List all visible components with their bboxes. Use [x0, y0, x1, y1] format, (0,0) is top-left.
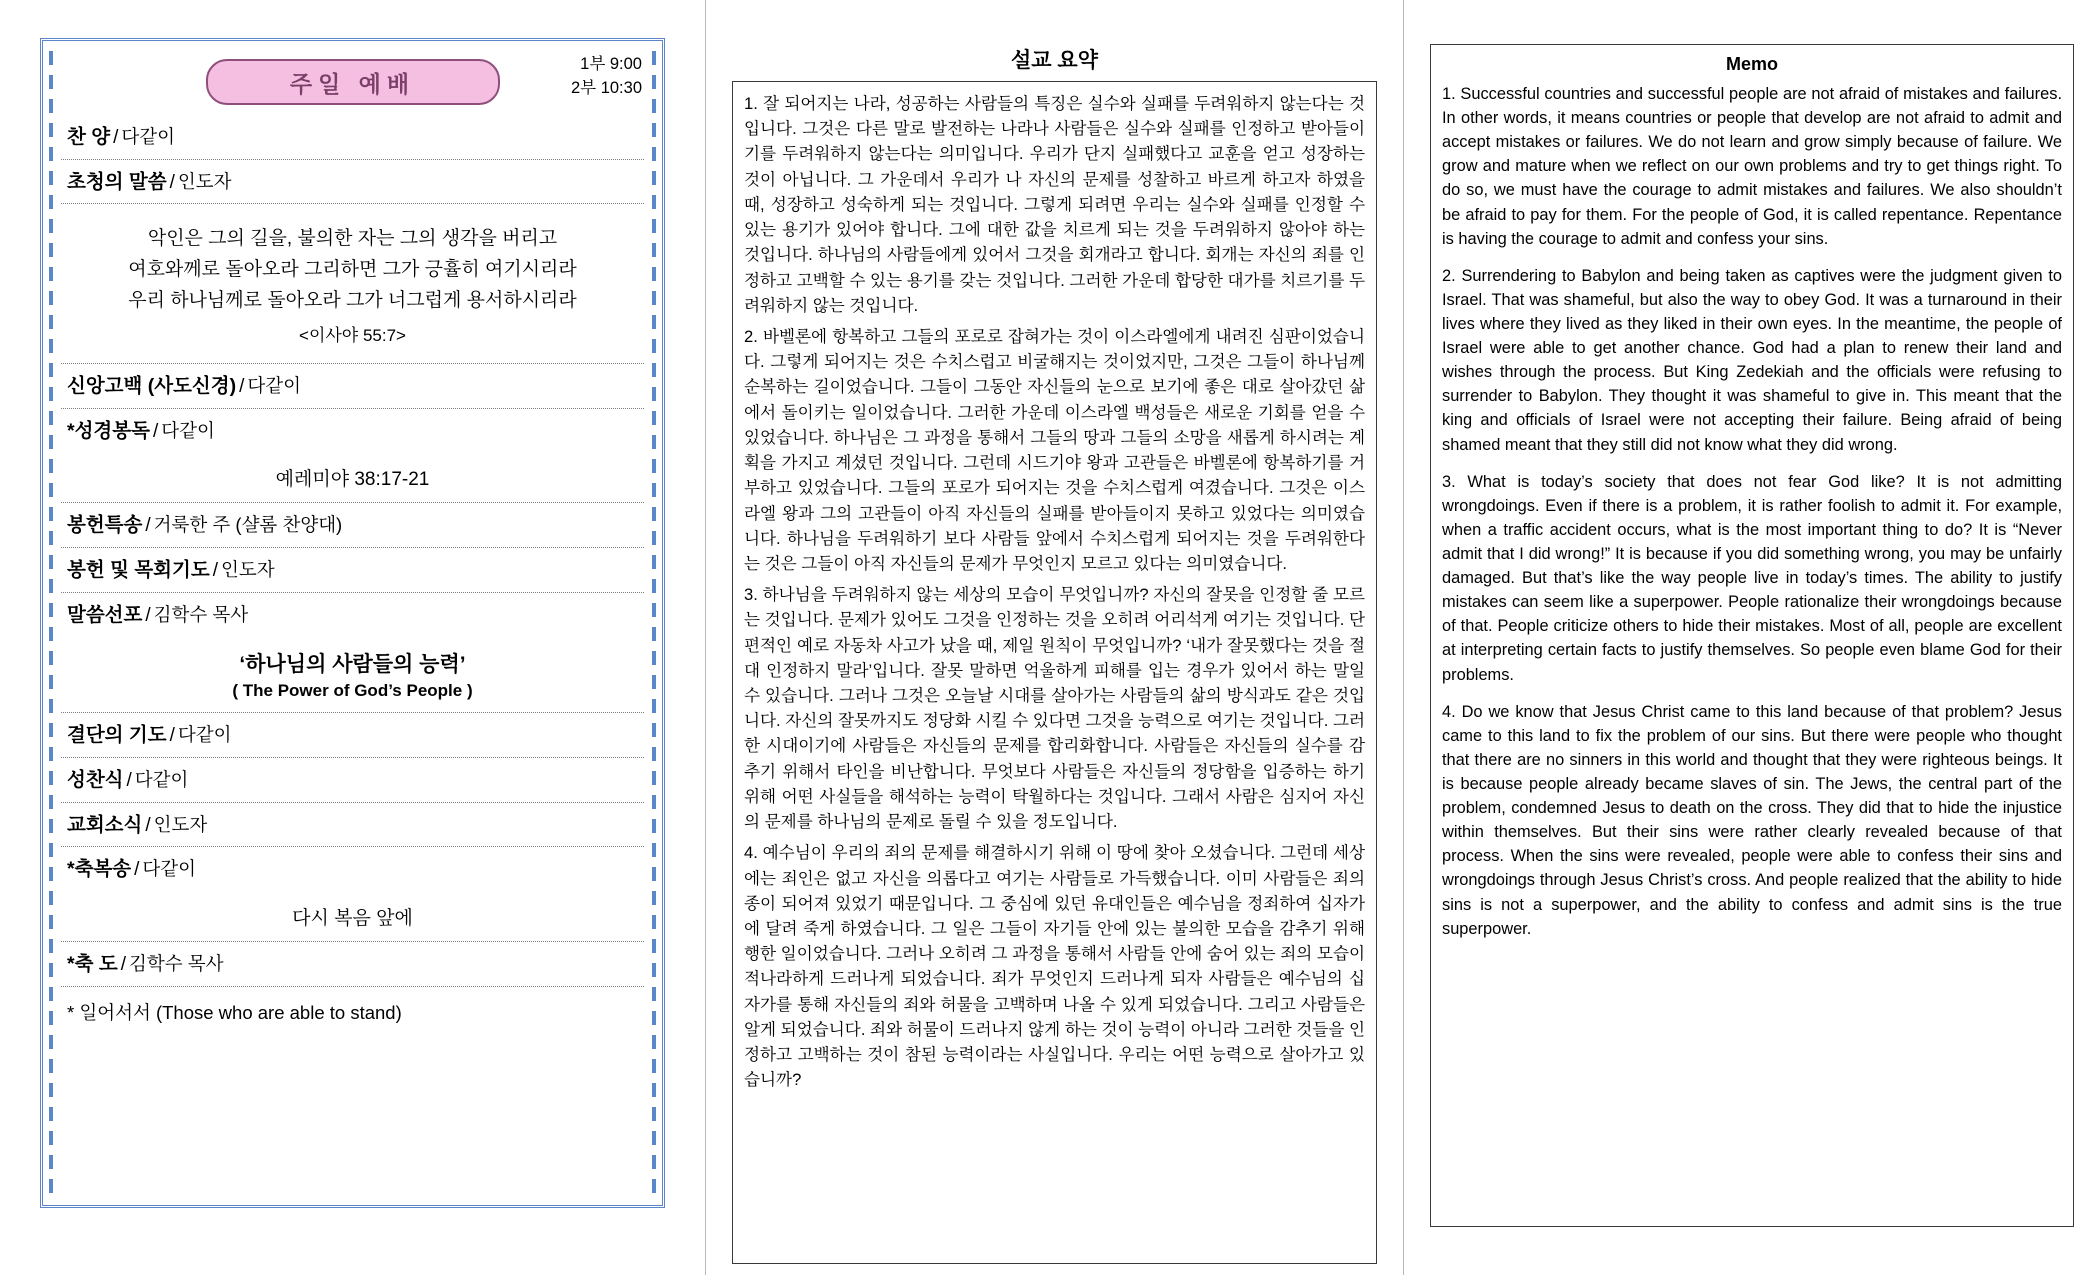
order-item-separator: /: [145, 604, 151, 626]
sermon-paragraph: 3. 하나님을 두려워하지 않는 세상의 모습이 무엇입니까? 자신의 잘못을 인정할 줄 모르는 것입니다. 문제가 있어도 그것을 인정하는 것을 오히려 어리석게 여기는 것입니다. 단편적인 예로 자동차 사고가 났을 때, 제일 원칙이 무엇입니까? ‘내가 잘못했다는 것을 절대 인정하지 말라’입니다. 잘못 말하면 억울하게 피해를 입는 경우가 있어서 하는 말일 수 있습니다. 그러나 그것은 오늘날 시대를 살아가는 사람들의 삶의 방식과도 같은 것입니다. 자신의 잘못까지도 정당화 시킬 수 있다면 그것을 능력으로 여기는 것입니다. 그러한 시대이기에 사람들은 자신들의 문제를 합리화합니다. 사람들은 자신들의 실수를 감추기 위해서 타인을 비난합니다. 무엇보다 사람들은 자신들의 정당함을 입증하는 하기 위해 어떤 사실들을 해석하는 능력이 탁월하다는 것입니다. 그래서 사람은 심지어 자신의 문제를 하나님의 문제로 돌릴 수 있을 정도입니다.: [744, 585, 1365, 832]
order-item-leader: 인도자: [153, 813, 208, 835]
sermon-summary-column: [706, 0, 1403, 1275]
order-item-leader: 다같이: [134, 768, 189, 790]
memo-heading: Memo: [1725, 54, 1778, 74]
sermon-summary-heading: 설교 요약: [1011, 49, 1098, 72]
closing-line: 다시 복음 앞에: [61, 891, 644, 942]
sermon-title: [61, 636, 644, 713]
order-item-label: 초청의 말씀: [67, 170, 167, 193]
order-item-label: *성경봉독: [67, 419, 150, 442]
order-item-leader: 김학수 목사: [128, 952, 224, 974]
scripture-reference: 예레미야 38:17-21: [61, 452, 644, 503]
order-item-leader: 거룩한 주 (샬롬 찬양대): [153, 514, 343, 536]
order-item-benediction: [61, 942, 644, 987]
order-item-scripture-reading: [61, 409, 644, 453]
invitation-verse: [61, 204, 644, 364]
order-item-creed: [61, 364, 644, 409]
order-item-leader: 인도자: [177, 170, 232, 192]
order-item-leader: 다같이: [247, 375, 302, 397]
memo-paragraph: 2. Surrendering to Babylon and being taken as captives were the judgment given to Israel. That was shameful, but also the way to obey God. It was a turnaround in their lives where they lived as they liked in their own eyes. In the meantime, the people of Israel were able to get another chance. God had a plan to renew their land and wishes through the process. But King Zedekiah and the officials were refusing to surrender to Babylon. They thought it was shameful to give in. This meant that the king and officials of Israel were not accepting their failure. Being afraid of being shamed meant that they still did not know what they did wrong.: [1442, 266, 2062, 454]
service-time-1: 1부 9:00: [580, 55, 642, 73]
order-item-label: 신앙고백 (사도신경): [67, 375, 237, 398]
sermon-paragraph: 1. 잘 되어지는 나라, 성공하는 사람들의 특징은 실수와 실패를 두려워하지 않는다는 것입니다. 그것은 다른 말로 발전하는 나라나 사람들은 실수와 실패를 인정하고 받아들이기를 두려워하지 않는다는 의미입니다. 우리가 단지 실패했다고 교훈을 얻고 성장하는 것이 아닙니다. 그 가운데서 우리가 나 자신의 문제를 성찰하고 바르게 하고자 하였을 때, 성장하고 성숙하게 되는 것입니다. 그렇게 되려면 우리는 실수와 실패를 인정할 수 있는 용기가 있어야 합니다. 그에 대한 값을 치르게 되는 것을 두려워하지 않아야 하는 것입니다. 하나님의 사람들에게 있어서 그것을 회개라고 합니다. 회개는 자신의 죄를 인정하고 고백할 수 있는 용기를 갖는 것입니다. 그러한 가운데 합당한 대가를 치르기를 두려워하지 않는 것입니다.: [744, 94, 1365, 315]
order-of-worship-column: [0, 0, 705, 1275]
memo-column: [1404, 0, 2100, 1275]
order-item-separator: /: [145, 515, 151, 537]
sermon-paragraph: 4. 예수님이 우리의 죄의 문제를 해결하시기 위해 이 땅에 찾아 오셨습니다. 그런데 세상에는 죄인은 없고 자신을 의롭다고 여기는 사람들로 가득했습니다. 이미 사람들은 죄의 종이 되어져 있었기 때문입니다. 그 중심에 있던 유대인들은 예수님을 정죄하여 십자가에 달려 죽게 하였습니다. 그 일은 그들이 자기들 안에 있는 불의한 모습을 감추기 위해 행한 일이었습니다. 그러나 오히려 그 과정을 통해서 사람들 안에 숨어 있는 죄의 모습이 적나라하게 드러나게 되었습니다. 죄가 무엇인지 드러나게 되자 사람들은 예수님의 십자가를 통해 자신들의 죄와 허물을 고백하며 나올 수 있게 되었습니다. 그리고 사람들은 알게 되었습니다. 죄와 허물이 드러나지 않게 하는 것이 능력이 아니라 그러한 것들을 인정하고 고백하는 것이 참된 능력이라는 사실입니다. 우리는 어떤 능력으로 살아가고 있습니까?: [744, 843, 1365, 1090]
order-item-label: 결단의 기도: [67, 724, 167, 747]
order-item-label: 말씀선포: [67, 603, 143, 626]
service-time-2: 2부 10:30: [571, 78, 642, 97]
order-item-label: 교회소식: [67, 813, 143, 836]
order-item-label: 봉헌 및 목회기도: [67, 559, 210, 582]
verse-line-2: 여호와께로 돌아오라 그리하면 그가 긍휼히 여기시리라: [128, 259, 577, 281]
order-item-label: *축복송: [67, 858, 132, 881]
sermon-title-korean: ‘하나님의 사람들의 능력’: [239, 653, 466, 677]
memo-paragraph: 3. What is today’s society that does not fear God like? It is not admitting wrongdoings. Even if there is a problem, it is rather foolish to admit it. For example, when a traffic accident occurs, what is the most important thing to do? It is “Never admit that I did wrong!” It is because if you did something wrong, you may be unfairly damaged. But that’s like the way people live in today’s times. The ability to justify mistakes can seem like a superpower. People rationalize their wrongdoings because of that. People criticize others to hide their mistakes. Most of all, people are excellent at interpreting certain facts to justify themselves. So people even blame God for their problems.: [1442, 472, 2062, 684]
order-item-offering-prayer: [61, 548, 644, 593]
order-item-leader: 다같이: [142, 858, 197, 880]
order-item-blessing-song: [61, 847, 644, 891]
order-item-praise: [61, 115, 644, 160]
sermon-paragraph: 2. 바벨론에 항복하고 그들의 포로로 잡혀가는 것이 이스라엘에게 내려진 심판이었습니다. 그렇게 되어지는 것은 수치스럽고 비굴해지는 것이었지만, 그것은 그들이 하나님께 순복하는 길이었습니다. 그들이 그동안 자신들의 눈으로 보기에 좋은 대로 살아갔던 삶에서 돌이키는 일이었습니다. 그러한 가운데 이스라엘 백성들은 새로운 기회를 얻을 수 있었습니다. 하나님은 그 과정을 통해서 그들의 땅과 그들의 소망을 새롭게 하시려는 계획을 가지고 계셨던 것입니다. 그런데 시드기야 왕과 고관들은 바벨론에 항복하기를 거부하고 있었습니다. 그들의 포로가 되어지는 것을 수치스럽게 여겼습니다. 그것은 이스라엘 왕과 그의 고관들이 아직 자신들의 실패를 받아들이지 못하고 있었다는 의미였습니다. 하나님을 두려워하기 보다 사람들 앞에서 수치스럽게 되어지는 것을 두려워한다는 것은 그들이 아직 자신들의 문제가 무엇인지 모르고 있다는 의미였습니다.: [744, 326, 1365, 573]
order-item-label: 성찬식: [67, 768, 124, 791]
order-item-separator: /: [152, 420, 159, 442]
verse-line-3: 우리 하나님께로 돌아오라 그가 너그럽게 용서하시리라: [128, 289, 577, 311]
order-item-label: *축 도: [67, 952, 118, 975]
order-item-separator: /: [212, 560, 218, 582]
order-item-separator: /: [120, 953, 126, 975]
service-times: [571, 53, 642, 101]
order-item-announcements: [61, 803, 644, 848]
order-item-leader: 인도자: [220, 559, 275, 581]
memo-paragraph: 4. Do we know that Jesus Christ came to this land because of that problem? Jesus came to this land to fix the problem of our sins. But there were people who thought that there are no sinners in this world and thought that they were righteous beings. It is because people already became slaves of sin. The Jews, the central part of the problem, condemned Jesus to death on the cross. They did that to hide the injustice within themselves. But their sins were rather clearly revealed because of that process. When the sins were revealed, people were able to confess their sins and wrongdoings through Jesus Christ’s cross. And people realized that the ability to hide sins is not a superpower, and the ability to confess and admit sins is the true superpower.: [1442, 702, 2062, 938]
sermon-summary-box: [732, 81, 1377, 1264]
page-title: 주일 예배: [206, 59, 500, 105]
verse-line-1: 악인은 그의 길을, 불의한 자는 그의 생각을 버리고: [147, 228, 558, 250]
order-item-invitation: [61, 160, 644, 205]
order-item-separator: /: [145, 814, 151, 836]
order-item-leader: 다같이: [177, 724, 232, 746]
order-item-separator: /: [126, 769, 132, 791]
order-item-label: 봉헌특송: [67, 514, 143, 537]
memo-box: [1430, 44, 2074, 1227]
order-item-separator: /: [169, 725, 175, 747]
order-item-leader: 김학수 목사: [153, 603, 249, 625]
bulletin-title-row: [61, 53, 644, 109]
order-rows: [61, 115, 644, 1029]
memo-paragraph: 1. Successful countries and successful people are not afraid of mistakes and failures. In other words, it means countries or people that develop are not afraid to admit and accept mistakes or failures. We do not learn and grow simply because of failure. We grow and mature when we reflect on our own problems and try to get things right. To do so, we must have the courage to admit mistakes and failures. We also shouldn’t be afraid to pay for them. For the people of God, it is called repentance. Repentance is having the courage to admit and confess your sins.: [1442, 85, 2062, 248]
verse-reference: <이사야 55:7>: [299, 325, 406, 345]
order-item-sermon: [61, 593, 644, 637]
order-item-separator: /: [113, 127, 119, 148]
order-item-separator: /: [239, 376, 245, 398]
order-item-offering-song: [61, 503, 644, 548]
sermon-title-english: ( The Power of God’s People ): [232, 681, 473, 701]
bulletin-frame: [40, 38, 665, 1208]
order-item-leader: 다같이: [121, 126, 175, 147]
standing-footnote: * 일어서서 (Those who are able to stand): [67, 1001, 402, 1023]
order-item-separator: /: [169, 171, 175, 193]
order-item-communion: [61, 758, 644, 803]
order-item-commitment-prayer: [61, 713, 644, 758]
order-item-label: 찬 양: [67, 126, 111, 148]
order-item-leader: 다같이: [161, 419, 215, 441]
order-item-separator: /: [134, 859, 140, 881]
